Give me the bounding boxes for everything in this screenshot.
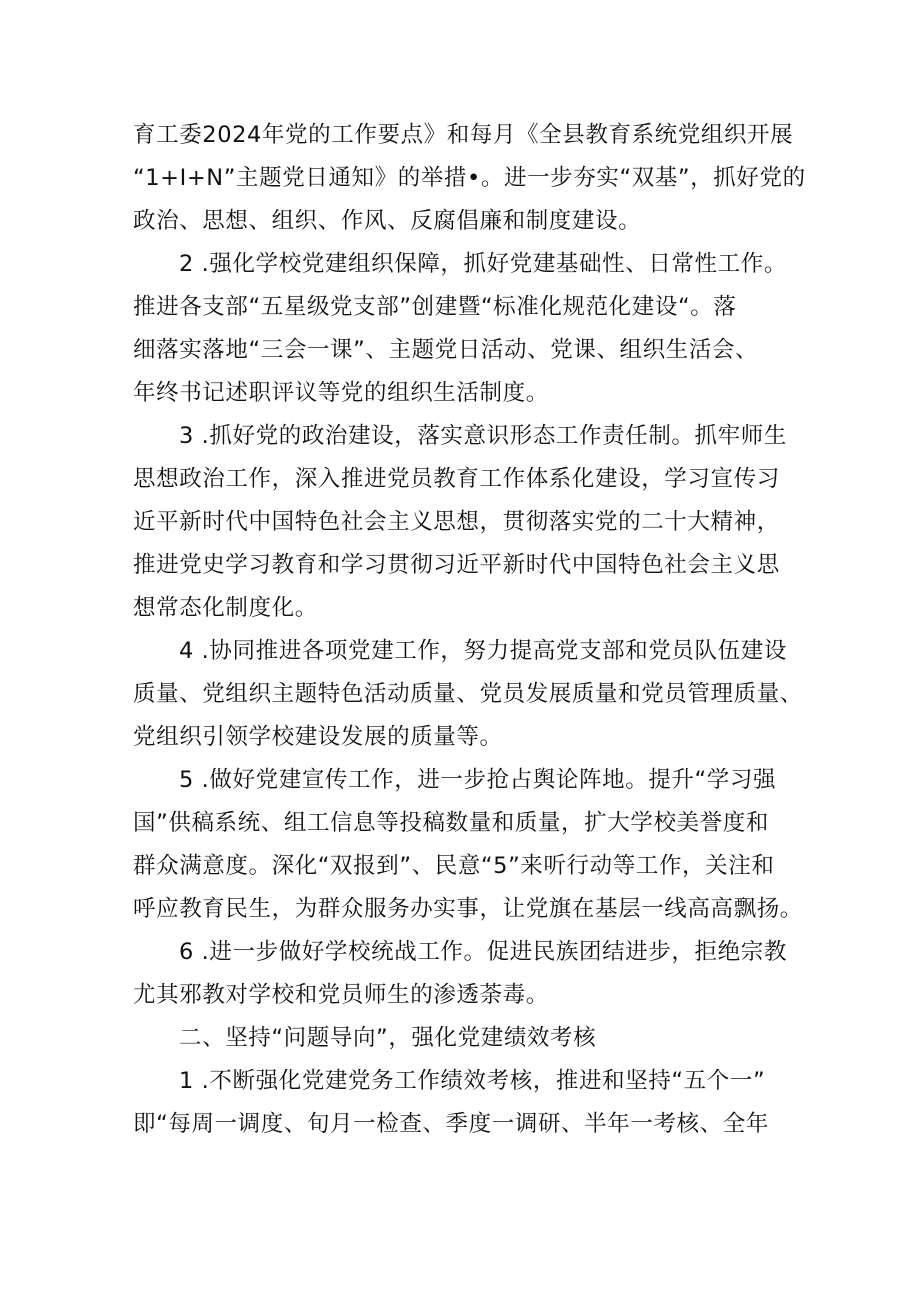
text-line: 近平新时代中国特色社会主义思想，贯彻落实党的二十大精神， [133,509,780,535]
text-line: 想常态化制度化。 [133,595,318,621]
text-line: 质量、党组织主题特色活动质量、党员发展质量和党员管理质量、 [133,681,803,707]
text-line: 国”供稿系统、组工信息等投稿数量和质量，扩大学校美誉度和 [133,810,769,836]
text-line: 推进党史学习教育和学习贯彻习近平新时代中国特色社会主义思 [133,552,780,578]
paragraph-start-line: 4 .协同推进各项党建工作，努力提高党支部和党员队伍建设 [179,638,787,664]
text-line: 党组织引领学校建设发展的质量等。 [133,724,503,750]
paragraph-start-line: 6 .进一步做好学校统战工作。促进民族团结进步，拒绝宗教 [179,939,787,965]
text-line: 呼应教育民生，为群众服务办实事，让党旗在基层一线高高飘扬。 [133,896,803,922]
text-line: 年终书记述职评议等党的组织生活制度。 [133,380,549,406]
section-heading: 二、坚持“问题导向”，强化党建绩效考核 [179,1025,597,1051]
text-line: 育工委2024年党的工作要点》和每月《全县教育系统党组织开展 [133,122,794,148]
document-body [133,114,806,1146]
text-line: 政治、思想、组织、作风、反腐倡廉和制度建设。 [133,208,642,234]
text-line: 尤其邪教对学校和党员师生的渗透荼毒。 [133,982,549,1008]
paragraph-start-line: 3 .抓好党的政治建设，落实意识形态工作责任制。抓牢师生 [179,423,787,449]
text-line: 细落实落地“三会一课”、主题党日活动、党课、组织生活会、 [133,337,759,363]
text-line: 群众满意度。深化“双报到”、民意“5”来听行动等工作，关注和 [133,853,775,879]
text-line: 即“每周一调度、旬月一检查、季度一调研、半年一考核、全年 [133,1111,769,1137]
paragraph-start-line: 2 .强化学校党建组织保障，抓好党建基础性、日常性工作。 [179,251,787,277]
paragraph-start-line: 5 .做好党建宣传工作，进一步抢占舆论阵地。提升“学习强 [179,767,777,793]
text-line: “1+I+N”主题党日通知》的举措•。进一步夯实“双基”，抓好党的 [133,165,806,191]
text-line: 推进各支部“五星级党支部”创建暨“标准化规范化建设“。落 [133,294,737,320]
paragraph-start-line: 1 .不断强化党建党务工作绩效考核，推进和坚持“五个一” [179,1068,766,1094]
text-line: 思想政治工作，深入推进党员教育工作体系化建设，学习宣传习 [133,466,780,492]
